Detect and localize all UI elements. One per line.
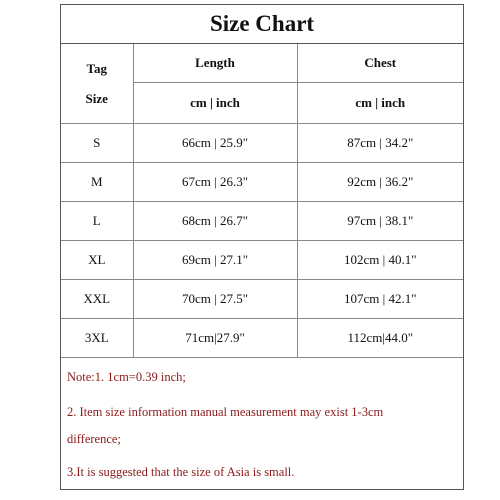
length-header: Length bbox=[133, 44, 297, 83]
chest-unit: cm | inch bbox=[297, 83, 463, 124]
size-chart bbox=[60, 4, 464, 490]
length-unit: cm | inch bbox=[133, 83, 297, 124]
notes-section bbox=[61, 364, 463, 486]
table-row bbox=[61, 124, 463, 163]
size-cell: 3XL bbox=[61, 319, 133, 358]
chest-cell: 112cm|44.0" bbox=[297, 319, 463, 358]
table-row bbox=[61, 163, 463, 202]
size-label: Size bbox=[85, 90, 108, 106]
note-1: Note:1. 1cm=0.39 inch; bbox=[67, 370, 186, 384]
chest-cell: 87cm | 34.2" bbox=[297, 124, 463, 163]
note-2: 2. Item size information manual measurement may exist 1-3cm bbox=[67, 405, 384, 419]
header-row bbox=[61, 44, 463, 83]
note-2-continued: difference; bbox=[67, 432, 121, 446]
length-cell: 69cm | 27.1" bbox=[133, 241, 297, 280]
chest-cell: 107cm | 42.1" bbox=[297, 280, 463, 319]
chest-cell: 102cm | 40.1" bbox=[297, 241, 463, 280]
chest-cell: 92cm | 36.2" bbox=[297, 163, 463, 202]
table-row bbox=[61, 319, 463, 358]
chest-header: Chest bbox=[297, 44, 463, 83]
length-cell: 68cm | 26.7" bbox=[133, 202, 297, 241]
size-cell: M bbox=[61, 163, 133, 202]
size-cell: XXL bbox=[61, 280, 133, 319]
length-cell: 71cm|27.9" bbox=[133, 319, 297, 358]
size-table bbox=[61, 44, 463, 358]
tag-size-header bbox=[61, 44, 133, 124]
chart-title: Size Chart bbox=[61, 5, 463, 44]
size-cell: XL bbox=[61, 241, 133, 280]
size-cell: L bbox=[61, 202, 133, 241]
length-cell: 70cm | 27.5" bbox=[133, 280, 297, 319]
length-cell: 66cm | 25.9" bbox=[133, 124, 297, 163]
tag-label: Tag bbox=[86, 60, 107, 76]
table-row bbox=[61, 280, 463, 319]
size-cell: S bbox=[61, 124, 133, 163]
table-row bbox=[61, 241, 463, 280]
table-row bbox=[61, 202, 463, 241]
length-cell: 67cm | 26.3" bbox=[133, 163, 297, 202]
chest-cell: 97cm | 38.1" bbox=[297, 202, 463, 241]
note-3: 3.It is suggested that the size of Asia is small. bbox=[67, 465, 295, 479]
